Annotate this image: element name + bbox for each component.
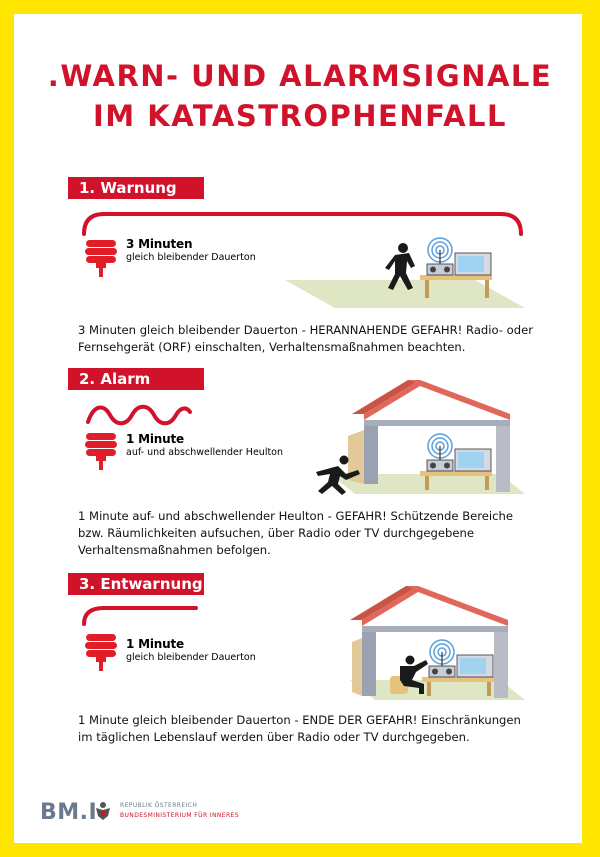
siren-tone-type: gleich bleibender Dauerton <box>126 252 256 263</box>
siren-duration: 3 Minuten <box>126 237 193 251</box>
siren-duration: 1 Minute <box>126 637 184 651</box>
siren-icon <box>84 431 118 471</box>
siren-text-1 <box>126 237 256 263</box>
siren-icon <box>84 238 118 278</box>
siren-icon <box>84 632 118 672</box>
siren-tone-type: auf- und abschwellender Heulton <box>126 447 284 458</box>
siren-text-2 <box>126 432 283 458</box>
siren-duration: 1 Minute <box>126 432 184 446</box>
austrian-eagle-icon <box>94 800 112 822</box>
wavy-tone-icon <box>84 400 194 430</box>
poster-title-line1: .WARN- UND ALARMSIGNALE <box>47 59 553 93</box>
section-label-warnung: 1. Warnung <box>68 177 204 199</box>
section-label-alarm: 2. Alarm <box>68 368 204 390</box>
siren-text-3 <box>126 637 256 663</box>
section-description: 3 Minuten gleich bleibender Dauerton - HERANNAHENDE GEFAHR! Radio- oder Fernsehgerät (ORF) einschalten, Verhaltensmaßnahmen beachten. <box>78 323 534 354</box>
section-label-entwarnung: 3. Entwarnung <box>68 573 204 595</box>
scene-alarm-illustration <box>300 374 530 499</box>
siren-tone-type: gleich bleibender Dauerton <box>126 652 256 663</box>
scene-warning-illustration <box>285 228 530 313</box>
footer-ministry-text: BUNDESMINISTERIUM FÜR INNERES <box>120 812 239 819</box>
section-description: 1 Minute gleich bleibender Dauerton - ENDE DER GEFAHR! Einschränkungen im täglichen Lebenslauf werden über Radio oder TV durchgegeben. <box>78 713 521 744</box>
scene-all-clear-illustration <box>330 580 530 705</box>
constant-tone-arc-icon <box>80 602 200 628</box>
section-description: 1 Minute auf- und abschwellender Heulton - GEFAHR! Schützende Bereiche bzw. Räumlichkeiten aufsuchen, über Radio oder TV durchgegebene Verhaltensmaßnahmen befolgen. <box>78 509 514 557</box>
footer-republic-text: REPUBLIK ÖSTERREICH <box>120 802 198 809</box>
poster-title-line2: IM KATASTROPHENFALL <box>92 99 508 133</box>
bmi-logo: BM.I <box>40 800 98 825</box>
